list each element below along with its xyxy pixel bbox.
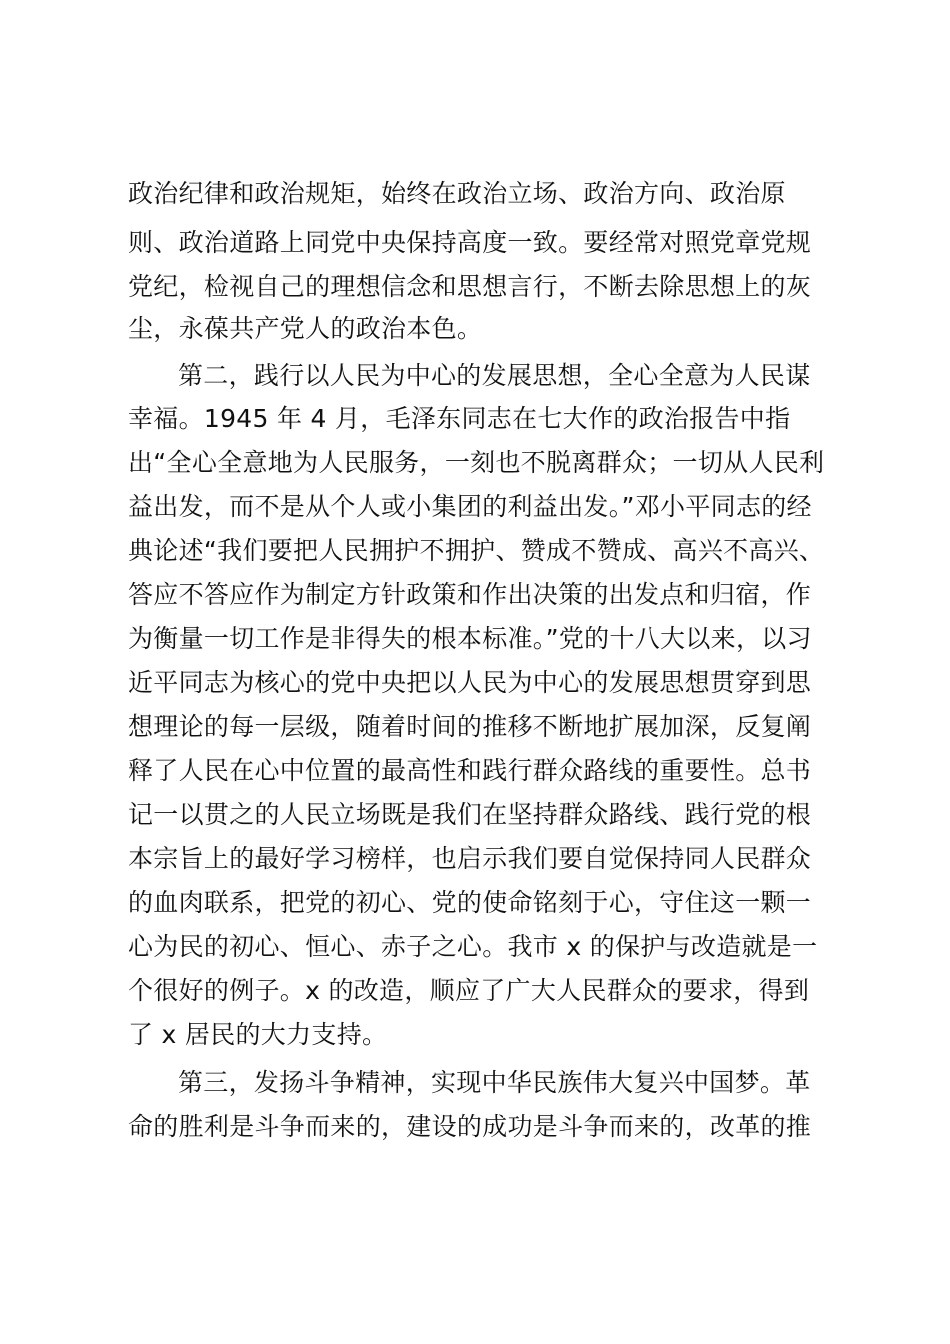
- text-line: 命的胜利是斗争而来的，建设的成功是斗争而来的，改革的推: [128, 1112, 812, 1141]
- paragraph-2-first-line: 第二，践行以人民为中心的发展思想，全心全意为人民谋: [178, 361, 811, 390]
- text-line: 记一以贯之的人民立场既是我们在坚持群众路线、践行党的根: [128, 800, 812, 829]
- text-line: 释了人民在心中位置的最高性和践行群众路线的重要性。总书: [128, 756, 812, 785]
- text-line: 个很好的例子。x 的改造，顺应了广大人民群众的要求，得到: [128, 976, 810, 1005]
- text-line: 为衡量一切工作是非得失的根本标准。”党的十八大以来，以习: [128, 624, 812, 653]
- text-line: 本宗旨上的最好学习榜样，也启示我们要自觉保持同人民群众: [128, 844, 812, 873]
- text-line: 则、政治道路上同党中央保持高度一致。要经常对照党章党规: [128, 228, 812, 257]
- text-line: 党纪，检视自己的理想信念和思想言行，不断去除思想上的灰: [128, 272, 812, 301]
- text-line: 的血肉联系，把党的初心、党的使命铭刻于心，守住这一颗一: [128, 888, 812, 917]
- text-line: 出“全心全意地为人民服务，一刻也不脱离群众；一切从人民利: [128, 448, 825, 477]
- paragraph-3-first-line: 第三，发扬斗争精神，实现中华民族伟大复兴中国梦。革: [178, 1068, 811, 1097]
- text-line: 幸福。1945 年 4 月，毛泽东同志在七大作的政治报告中指: [128, 404, 791, 433]
- text-line: 典论述“我们要把人民拥护不拥护、赞成不赞成、高兴不高兴、: [128, 536, 825, 565]
- text-line: 尘，永葆共产党人的政治本色。: [128, 314, 483, 343]
- text-line: 想理论的每一层级，随着时间的推移不断地扩展加深，反复阐: [128, 712, 812, 741]
- text-line: 答应不答应作为制定方针政策和作出决策的出发点和归宿，作: [128, 580, 812, 609]
- text-line: 政治纪律和政治规矩，始终在政治立场、政治方向、政治原: [128, 179, 786, 208]
- text-line: 了 x 居民的大力支持。: [128, 1020, 388, 1049]
- text-line: 益出发，而不是从个人或小集团的利益出发。”邓小平同志的经: [128, 492, 812, 521]
- text-line: 心为民的初心、恒心、赤子之心。我市 x 的保护与改造就是一: [128, 932, 818, 961]
- text-line: 近平同志为核心的党中央把以人民为中心的发展思想贯穿到思: [128, 668, 812, 697]
